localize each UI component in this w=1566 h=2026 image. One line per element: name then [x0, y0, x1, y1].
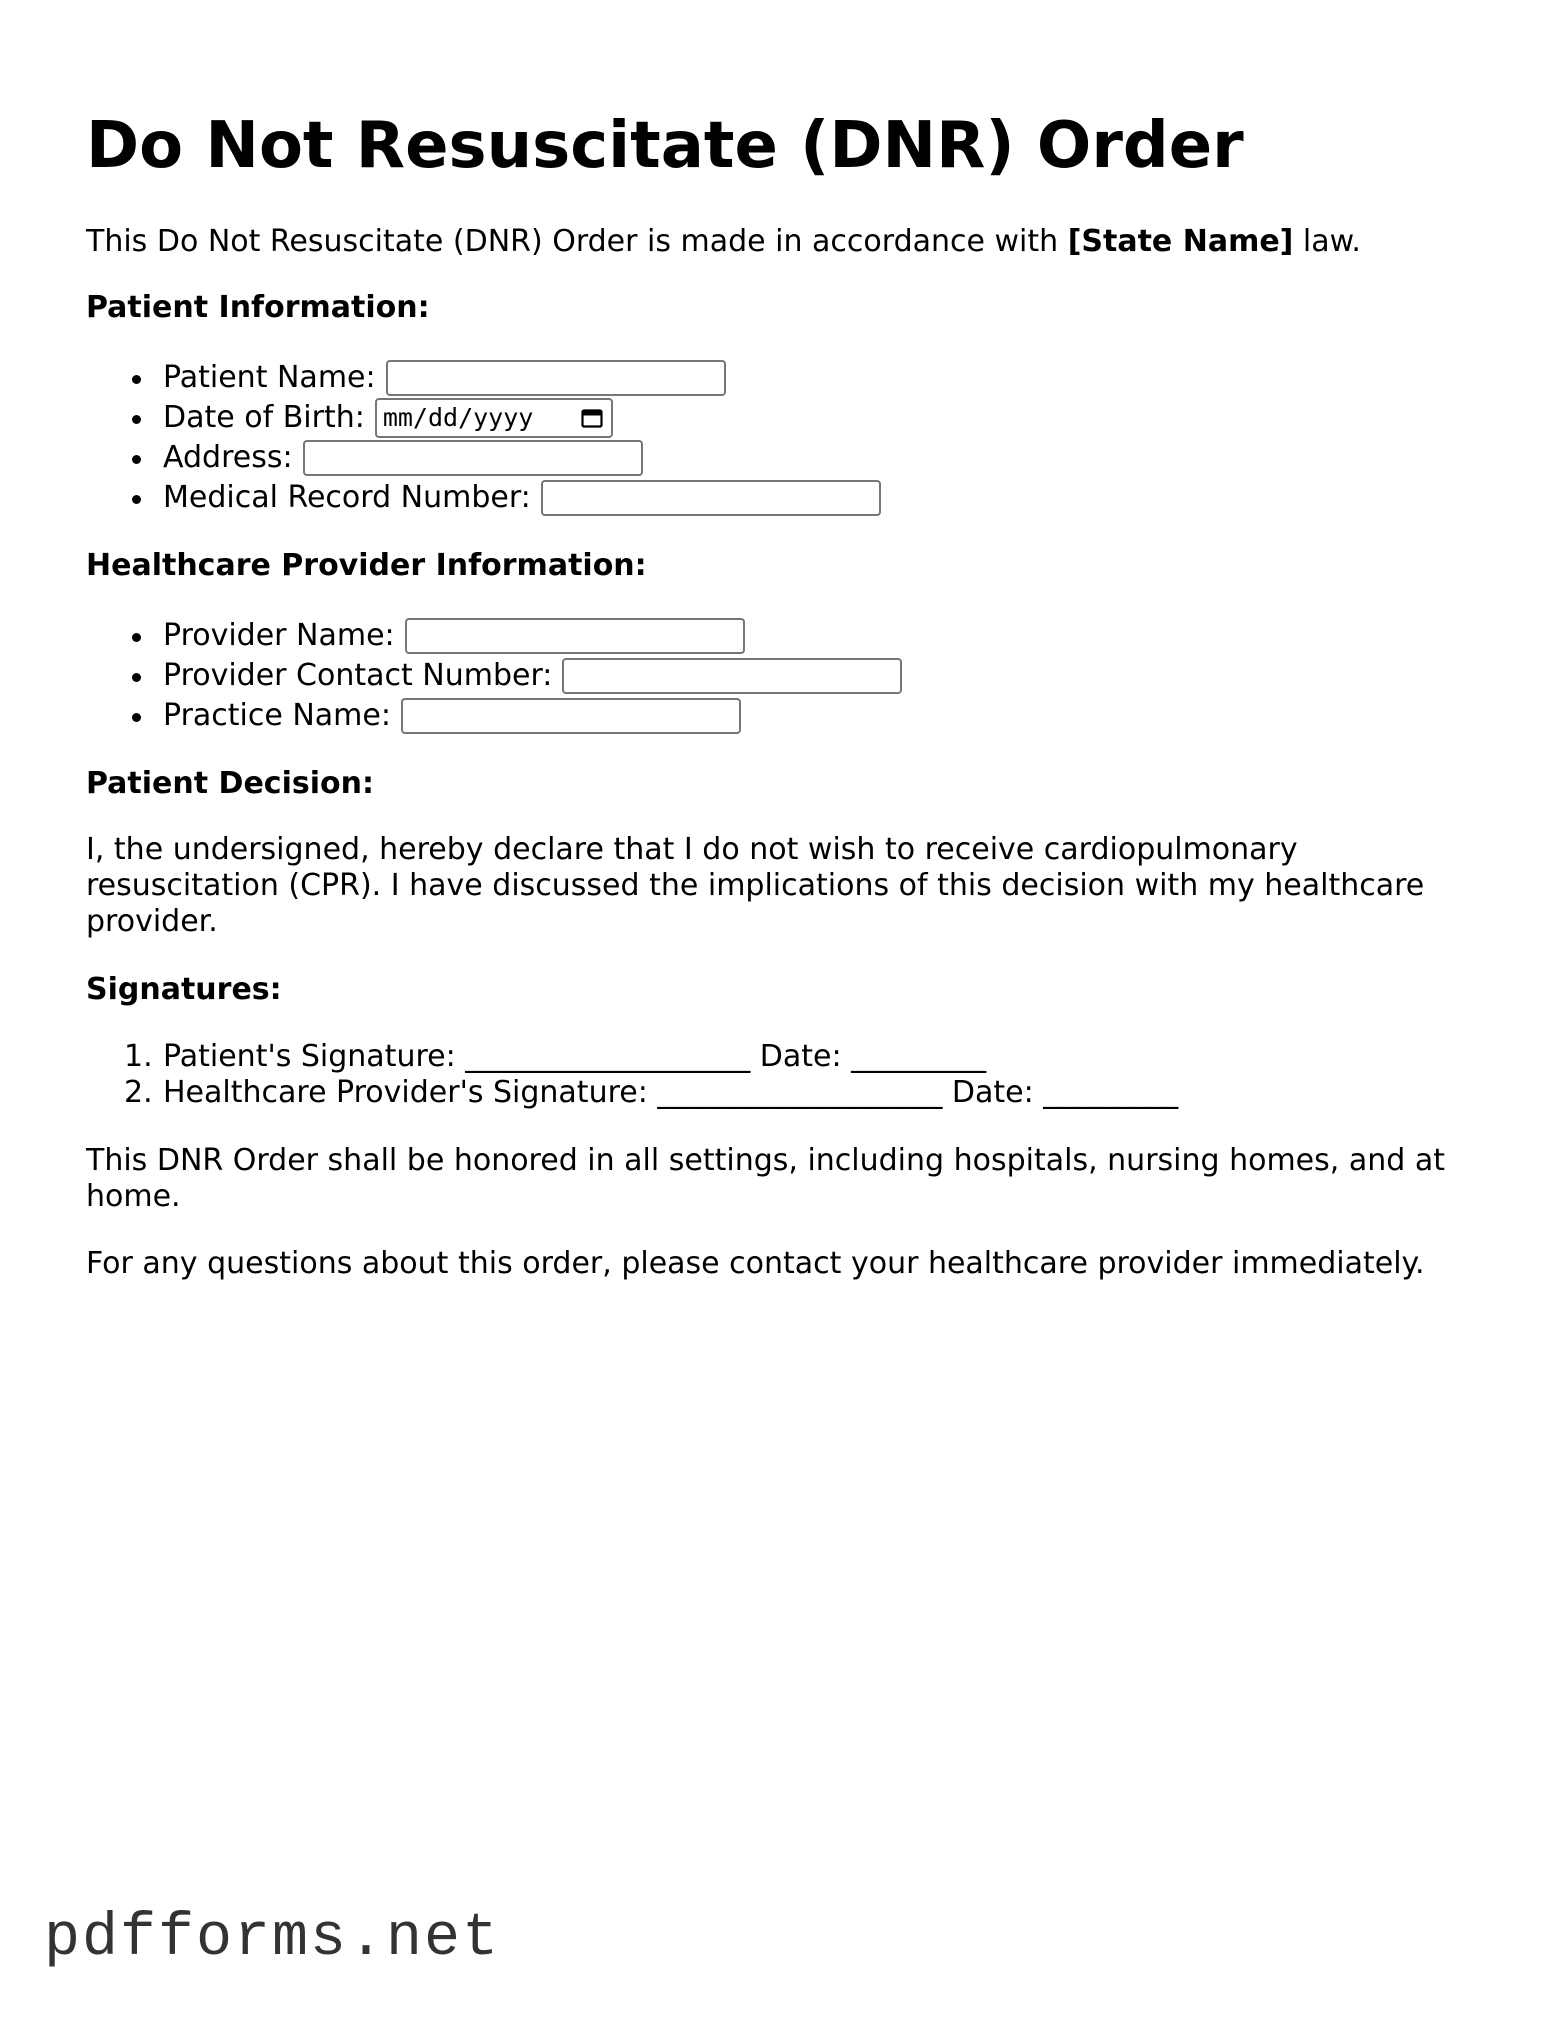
patient-signature-line: Patient's Signature: ___________________ Date: _________: [163, 1039, 987, 1074]
practice-name-label: Practice Name:: [163, 698, 391, 733]
provider-info-heading: Healthcare Provider Information:: [86, 548, 647, 583]
list-item: [86, 616, 902, 656]
bullet-icon: [132, 375, 141, 384]
list-item: [86, 438, 881, 478]
medical-record-label: Medical Record Number:: [163, 480, 531, 515]
list-number: 2.: [124, 1075, 153, 1110]
bullet-icon: [132, 415, 141, 424]
contact-paragraph: For any questions about this order, please contact your healthcare provider immediately.: [86, 1246, 1425, 1281]
bullet-icon: [132, 633, 141, 642]
dob-label: Date of Birth:: [163, 400, 365, 435]
provider-signature-line: Healthcare Provider's Signature: ___________________ Date: _________: [163, 1075, 1179, 1110]
provider-info-list: [86, 616, 902, 736]
medical-record-input[interactable]: [541, 480, 881, 516]
list-item: [86, 656, 902, 696]
decision-text: I, the undersigned, hereby declare that I do not wish to receive cardiopulmonary resuscitation (CPR). I have discussed the implications of this decision with my healthcare provider.: [86, 832, 1425, 939]
list-number: 1.: [124, 1039, 153, 1074]
watermark: pdfforms.net: [44, 1905, 501, 1973]
list-item: [86, 478, 881, 518]
practice-name-input[interactable]: [401, 698, 741, 734]
signatures-list: [86, 1039, 1178, 1111]
intro-text: This Do Not Resuscitate (DNR) Order is made in accordance with: [86, 224, 1068, 259]
date-placeholder: mm/dd/yyyy: [382, 403, 534, 432]
list-item: [86, 358, 881, 398]
list-item: [86, 1039, 1178, 1075]
provider-contact-input[interactable]: [562, 658, 902, 694]
page-title: Do Not Resuscitate (DNR) Order: [86, 109, 1244, 183]
bullet-icon: [132, 495, 141, 504]
intro-text-end: law.: [1293, 224, 1361, 259]
signatures-heading: Signatures:: [86, 972, 282, 1007]
decision-heading: Patient Decision:: [86, 766, 374, 801]
bullet-icon: [132, 455, 141, 464]
list-item: [86, 398, 881, 438]
patient-info-list: [86, 358, 881, 518]
patient-name-input[interactable]: [386, 360, 726, 396]
patient-name-label: Patient Name:: [163, 360, 376, 395]
honored-paragraph: This DNR Order shall be honored in all settings, including hospitals, nursing homes, and at home.: [86, 1143, 1445, 1214]
provider-contact-label: Provider Contact Number:: [163, 658, 553, 693]
provider-name-label: Provider Name:: [163, 618, 395, 653]
state-name: [State Name]: [1067, 224, 1294, 259]
bullet-icon: [132, 713, 141, 722]
intro-paragraph: [86, 224, 1486, 260]
calendar-icon[interactable]: [581, 408, 603, 428]
list-item: [86, 1075, 1178, 1111]
date-of-birth-input[interactable]: [375, 398, 613, 438]
address-label: Address:: [163, 440, 293, 475]
address-input[interactable]: [303, 440, 643, 476]
provider-name-input[interactable]: [405, 618, 745, 654]
list-item: [86, 696, 902, 736]
bullet-icon: [132, 673, 141, 682]
patient-info-heading: Patient Information:: [86, 290, 430, 325]
